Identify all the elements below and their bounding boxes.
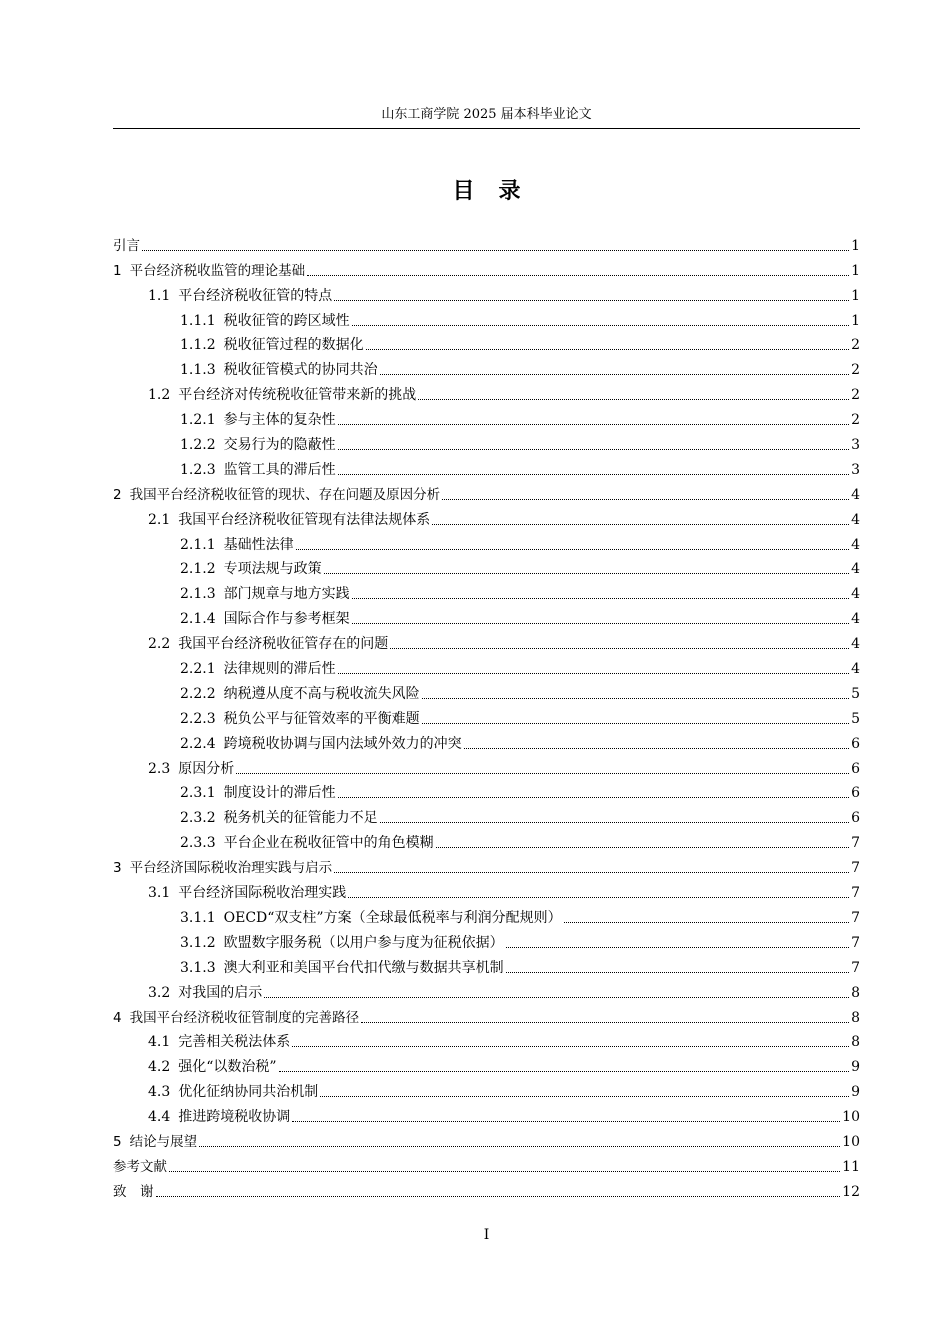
toc-entry-title: OECD“双支柱”方案（全球最低税率与利润分配规则） <box>223 909 562 926</box>
toc-entry[interactable] <box>113 828 860 853</box>
toc-dot-leader <box>422 723 849 724</box>
toc-dot-leader <box>169 1171 840 1172</box>
toc-entry-title: 对我国的启示 <box>178 984 263 1001</box>
toc-entry-number: 4 <box>113 1009 122 1026</box>
toc-entry[interactable] <box>113 779 860 804</box>
toc-dot-leader <box>334 300 849 301</box>
toc-entry[interactable] <box>113 1152 860 1177</box>
toc-entry-title: 平台经济税收征管的特点 <box>178 287 333 304</box>
toc-entry-page: 7 <box>851 860 860 877</box>
toc-entry-number: 3.1.3 <box>180 959 216 976</box>
toc-entry[interactable] <box>113 306 860 331</box>
toc-dot-leader <box>156 1196 841 1197</box>
toc-dot-leader <box>442 499 849 500</box>
toc-entry[interactable] <box>113 579 860 604</box>
toc-entry-number: 1.2.1 <box>180 412 216 429</box>
toc-dot-leader <box>142 250 849 251</box>
toc-dot-leader <box>199 1146 840 1147</box>
toc-entry[interactable] <box>113 1102 860 1127</box>
toc-entry[interactable] <box>113 480 860 505</box>
toc-entry[interactable] <box>113 754 860 779</box>
toc-entry-title: 我国平台经济税收征管现有法律法规体系 <box>178 511 431 528</box>
toc-entry[interactable] <box>113 430 860 455</box>
toc-dot-leader <box>418 399 849 400</box>
toc-entry-title: 纳税遵从度不高与税收流失风险 <box>223 685 420 702</box>
toc-dot-leader <box>338 673 849 674</box>
toc-entry-page: 10 <box>842 1109 860 1126</box>
toc-entry-title: 税收征管的跨区域性 <box>223 312 350 329</box>
toc-entry-page: 4 <box>851 661 860 678</box>
toc-entry-number: 1.1.1 <box>180 312 216 329</box>
toc-entry-title: 优化征纳协同共治机制 <box>178 1084 319 1101</box>
toc-entry[interactable] <box>113 903 860 928</box>
toc-entry-number: 2.3 <box>148 760 171 777</box>
toc-entry-page: 8 <box>851 1009 860 1026</box>
toc-entry-title: 推进跨境税收协调 <box>178 1109 291 1126</box>
toc-dot-leader <box>338 449 849 450</box>
toc-entry[interactable] <box>113 928 860 953</box>
toc-entry-page: 2 <box>851 387 860 404</box>
toc-entry[interactable] <box>113 1177 860 1202</box>
toc-entry[interactable] <box>113 331 860 356</box>
toc-entry-page: 2 <box>851 337 860 354</box>
toc-entry-number: 2.2.3 <box>180 710 216 727</box>
toc-entry-number: 3.2 <box>148 984 171 1001</box>
toc-dot-leader <box>324 573 849 574</box>
toc-entry-page: 4 <box>851 636 860 653</box>
toc-entry-number: 2.1.2 <box>180 561 216 578</box>
toc-entry-title: 原因分析 <box>178 760 235 777</box>
toc-entry[interactable] <box>113 1028 860 1053</box>
toc-entry-page: 3 <box>851 461 860 478</box>
toc-entry-page: 4 <box>851 511 860 528</box>
toc-entry-page: 1 <box>851 237 860 254</box>
toc-entry-title: 专项法规与政策 <box>223 561 322 578</box>
toc-entry-page: 6 <box>851 785 860 802</box>
toc-entry-title: 税收征管过程的数据化 <box>223 337 364 354</box>
toc-entry-page: 4 <box>851 486 860 503</box>
toc-entry-page: 11 <box>842 1158 860 1175</box>
toc-dot-leader <box>307 275 849 276</box>
toc-dot-leader <box>436 847 849 848</box>
toc-dot-leader <box>292 1046 849 1047</box>
toc-dot-leader <box>422 698 849 699</box>
toc-entry-number: 2.2 <box>148 636 171 653</box>
toc-entry-page: 2 <box>851 412 860 429</box>
toc-entry-page: 7 <box>851 909 860 926</box>
toc-entry-page: 1 <box>851 262 860 279</box>
toc-dot-leader <box>506 947 849 948</box>
toc-entry-number: 2 <box>113 486 122 503</box>
toc-entry-title: 完善相关税法体系 <box>178 1034 291 1051</box>
toc-entry-page: 6 <box>851 810 860 827</box>
toc-entry[interactable] <box>113 231 860 256</box>
toc-entry-title: 税务机关的征管能力不足 <box>223 810 378 827</box>
toc-entry[interactable] <box>113 704 860 729</box>
toc-dot-leader <box>236 773 849 774</box>
toc-entry[interactable] <box>113 1052 860 1077</box>
toc-entry[interactable] <box>113 853 860 878</box>
toc-dot-leader <box>264 997 849 998</box>
toc-entry-page: 8 <box>851 984 860 1001</box>
header-rule <box>113 128 860 129</box>
toc-entry-title: 平台经济税收监管的理论基础 <box>129 262 306 279</box>
toc-entry-number: 4.4 <box>148 1109 171 1126</box>
toc-entry-title: 引言 <box>113 237 140 254</box>
toc-dot-leader <box>338 797 849 798</box>
toc-entry[interactable] <box>113 679 860 704</box>
toc-entry-number: 2.2.4 <box>180 735 216 752</box>
toc-entry-title: 澳大利亚和美国平台代扣代缴与数据共享机制 <box>223 959 504 976</box>
toc-entry[interactable] <box>113 629 860 654</box>
toc-dot-leader <box>464 748 849 749</box>
toc-entry-number: 2.1 <box>148 511 171 528</box>
toc-entry-title: 部门规章与地方实践 <box>223 586 350 603</box>
toc-entry-title: 制度设计的滞后性 <box>223 785 336 802</box>
toc-entry-page: 1 <box>851 287 860 304</box>
toc-entry[interactable] <box>113 530 860 555</box>
toc-entry-number: 4.3 <box>148 1084 171 1101</box>
toc-entry-number: 3.1 <box>148 885 171 902</box>
toc-entry-number: 4.1 <box>148 1034 171 1051</box>
toc-entry-page: 9 <box>851 1084 860 1101</box>
table-of-contents <box>113 231 860 1202</box>
toc-entry-title: 平台经济对传统税收征管带来新的挑战 <box>178 387 417 404</box>
toc-entry-title: 欧盟数字服务税（以用户参与度为征税依据） <box>223 934 504 951</box>
toc-dot-leader <box>432 524 849 525</box>
toc-entry[interactable] <box>113 355 860 380</box>
toc-entry-title: 我国平台经济税收征管的现状、存在问题及原因分析 <box>129 486 441 503</box>
toc-entry[interactable] <box>113 803 860 828</box>
toc-entry[interactable] <box>113 380 860 405</box>
toc-entry[interactable] <box>113 505 860 530</box>
toc-dot-leader <box>352 598 849 599</box>
toc-entry-page: 7 <box>851 835 860 852</box>
toc-entry-number: 3.1.2 <box>180 934 216 951</box>
toc-entry-number: 1.1 <box>148 287 171 304</box>
toc-entry-page: 4 <box>851 586 860 603</box>
toc-entry[interactable] <box>113 405 860 430</box>
toc-entry-number: 2.2.2 <box>180 685 216 702</box>
toc-entry-title: 监管工具的滞后性 <box>223 461 336 478</box>
toc-dot-leader <box>380 374 849 375</box>
toc-dot-leader <box>380 822 849 823</box>
toc-entry-title: 平台经济国际税收治理实践与启示 <box>129 860 333 877</box>
toc-entry-page: 12 <box>842 1183 860 1200</box>
toc-entry-page: 9 <box>851 1059 860 1076</box>
toc-entry[interactable] <box>113 978 860 1003</box>
toc-dot-leader <box>338 474 849 475</box>
toc-entry-number: 2.1.3 <box>180 586 216 603</box>
toc-entry[interactable] <box>113 604 860 629</box>
toc-entry-number: 5 <box>113 1133 122 1150</box>
toc-entry-page: 4 <box>851 536 860 553</box>
toc-entry-number: 1.1.2 <box>180 337 216 354</box>
toc-dot-leader <box>352 325 849 326</box>
toc-entry-title: 我国平台经济税收征管制度的完善路径 <box>129 1009 360 1026</box>
toc-entry[interactable] <box>113 555 860 580</box>
toc-entry-title: 结论与展望 <box>129 1133 198 1150</box>
toc-entry-title: 税收征管模式的协同共治 <box>223 362 378 379</box>
toc-entry-page: 2 <box>851 362 860 379</box>
toc-entry-number: 1.2.3 <box>180 461 216 478</box>
toc-entry-title: 税负公平与征管效率的平衡难题 <box>223 710 420 727</box>
toc-entry[interactable] <box>113 1127 860 1152</box>
toc-dot-leader <box>292 1121 840 1122</box>
toc-entry-number: 4.2 <box>148 1059 171 1076</box>
toc-entry-page: 7 <box>851 959 860 976</box>
toc-title: 目录 <box>452 179 545 204</box>
toc-entry-number: 2.3.1 <box>180 785 216 802</box>
toc-entry-number: 3.1.1 <box>180 909 216 926</box>
toc-entry-number: 2.3.2 <box>180 810 216 827</box>
toc-entry-title: 国际合作与参考框架 <box>223 611 350 628</box>
toc-entry[interactable] <box>113 654 860 679</box>
toc-entry-title: 参与主体的复杂性 <box>223 412 336 429</box>
toc-entry-number: 3 <box>113 860 122 877</box>
toc-entry-page: 8 <box>851 1034 860 1051</box>
toc-entry-page: 10 <box>842 1133 860 1150</box>
toc-entry-page: 1 <box>851 312 860 329</box>
toc-entry-title: 参考文献 <box>113 1158 167 1175</box>
running-header: 山东工商学院 2025 届本科毕业论文 <box>381 107 592 122</box>
toc-entry[interactable] <box>113 1003 860 1028</box>
toc-entry-title: 我国平台经济税收征管存在的问题 <box>178 636 389 653</box>
toc-entry-number: 1.1.3 <box>180 362 216 379</box>
toc-dot-leader <box>348 897 849 898</box>
toc-entry[interactable] <box>113 455 860 480</box>
toc-dot-leader <box>564 922 850 923</box>
toc-entry-number: 1 <box>113 262 122 279</box>
toc-dot-leader <box>366 349 849 350</box>
toc-entry-page: 4 <box>851 561 860 578</box>
toc-entry-title: 交易行为的隐蔽性 <box>223 437 336 454</box>
toc-entry[interactable] <box>113 953 860 978</box>
toc-dot-leader <box>334 872 849 873</box>
toc-entry-page: 4 <box>851 611 860 628</box>
toc-entry-number: 2.1.4 <box>180 611 216 628</box>
toc-dot-leader <box>338 424 849 425</box>
toc-entry-page: 5 <box>851 710 860 727</box>
toc-entry-title: 强化“以数治税” <box>178 1059 277 1076</box>
toc-entry-title: 法律规则的滞后性 <box>223 661 336 678</box>
toc-entry-title: 平台经济国际税收治理实践 <box>178 885 347 902</box>
toc-entry[interactable] <box>113 281 860 306</box>
toc-entry-title: 致 谢 <box>113 1183 154 1200</box>
toc-entry-page: 6 <box>851 735 860 752</box>
toc-entry-page: 3 <box>851 437 860 454</box>
toc-entry-page: 7 <box>851 885 860 902</box>
toc-entry-number: 2.3.3 <box>180 835 216 852</box>
toc-entry-title: 跨境税收协调与国内法域外效力的冲突 <box>223 735 462 752</box>
toc-entry-title: 平台企业在税收征管中的角色模糊 <box>223 835 434 852</box>
toc-entry-page: 7 <box>851 934 860 951</box>
toc-entry-number: 1.2.2 <box>180 437 216 454</box>
toc-entry-number: 2.2.1 <box>180 661 216 678</box>
toc-entry[interactable] <box>113 256 860 281</box>
toc-entry-number: 2.1.1 <box>180 536 216 553</box>
toc-dot-leader <box>279 1071 849 1072</box>
page-number: I <box>483 1227 490 1243</box>
toc-dot-leader <box>352 623 849 624</box>
toc-entry-title: 基础性法律 <box>223 536 294 553</box>
toc-entry[interactable] <box>113 1077 860 1102</box>
toc-dot-leader <box>320 1096 849 1097</box>
toc-entry-page: 5 <box>851 685 860 702</box>
toc-entry-number: 1.2 <box>148 387 171 404</box>
toc-dot-leader <box>390 648 849 649</box>
toc-entry[interactable] <box>113 878 860 903</box>
toc-entry[interactable] <box>113 729 860 754</box>
toc-dot-leader <box>506 972 849 973</box>
toc-entry-page: 6 <box>851 760 860 777</box>
toc-dot-leader <box>361 1022 849 1023</box>
toc-dot-leader <box>296 549 849 550</box>
